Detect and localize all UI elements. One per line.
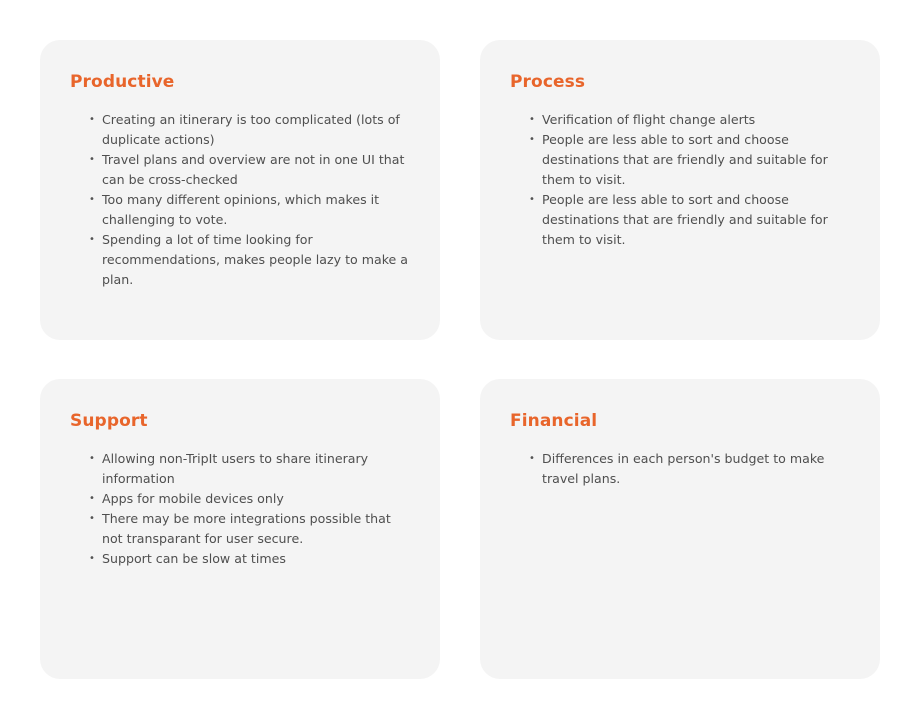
list-item-text: Spending a lot of time looking for recommendations, makes people lazy to make a plan. (102, 232, 409, 287)
list-item (529, 110, 850, 130)
card-title: Process (510, 72, 586, 92)
bullet-icon: • (529, 114, 535, 125)
list-item-text: Differences in each person's budget to make travel plans. (542, 451, 825, 486)
list-item (89, 190, 410, 230)
list-item (529, 130, 850, 190)
list-item-text: Too many different opinions, which makes it challenging to vote. (102, 192, 380, 227)
list-item-text: Verification of flight change alerts (542, 112, 756, 127)
card-productive (40, 40, 440, 340)
bullet-icon: • (529, 453, 535, 464)
card-list (70, 449, 410, 569)
bullet-icon: • (89, 194, 95, 205)
list-item-text: There may be more integrations possible that not transparant for user secure. (102, 511, 391, 546)
list-item-text: People are less able to sort and choose destinations that are friendly and suitable for them to visit. (542, 192, 828, 247)
list-item (89, 489, 410, 509)
list-item (89, 230, 410, 290)
bullet-icon: • (529, 194, 535, 205)
bullet-icon: • (89, 154, 95, 165)
list-item-text: People are less able to sort and choose destinations that are friendly and suitable for them to visit. (542, 132, 828, 187)
card-title: Financial (510, 411, 598, 431)
bullet-icon: • (89, 234, 95, 245)
bullet-icon: • (89, 453, 95, 464)
bullet-icon: • (89, 513, 95, 524)
list-item-text: Travel plans and overview are not in one UI that can be cross-checked (102, 152, 405, 187)
list-item (89, 150, 410, 190)
card-support (40, 379, 440, 679)
card-list (510, 110, 850, 250)
list-item (529, 449, 850, 489)
bullet-icon: • (89, 493, 95, 504)
card-financial (480, 379, 880, 679)
list-item (89, 509, 410, 549)
bullet-icon: • (89, 114, 95, 125)
list-item-text: Support can be slow at times (102, 551, 286, 566)
list-item-text: Creating an itinerary is too complicated (lots of duplicate actions) (102, 112, 400, 147)
card-title: Support (70, 411, 148, 431)
list-item (529, 190, 850, 250)
bullet-icon: • (529, 134, 535, 145)
list-item (89, 549, 410, 569)
card-list (510, 449, 850, 489)
list-item (89, 110, 410, 150)
card-process (480, 40, 880, 340)
bullet-icon: • (89, 553, 95, 564)
list-item-text: Allowing non-TripIt users to share itinerary information (102, 451, 369, 486)
list-item (89, 449, 410, 489)
card-list (70, 110, 410, 290)
list-item-text: Apps for mobile devices only (102, 491, 284, 506)
card-title: Productive (70, 72, 175, 92)
